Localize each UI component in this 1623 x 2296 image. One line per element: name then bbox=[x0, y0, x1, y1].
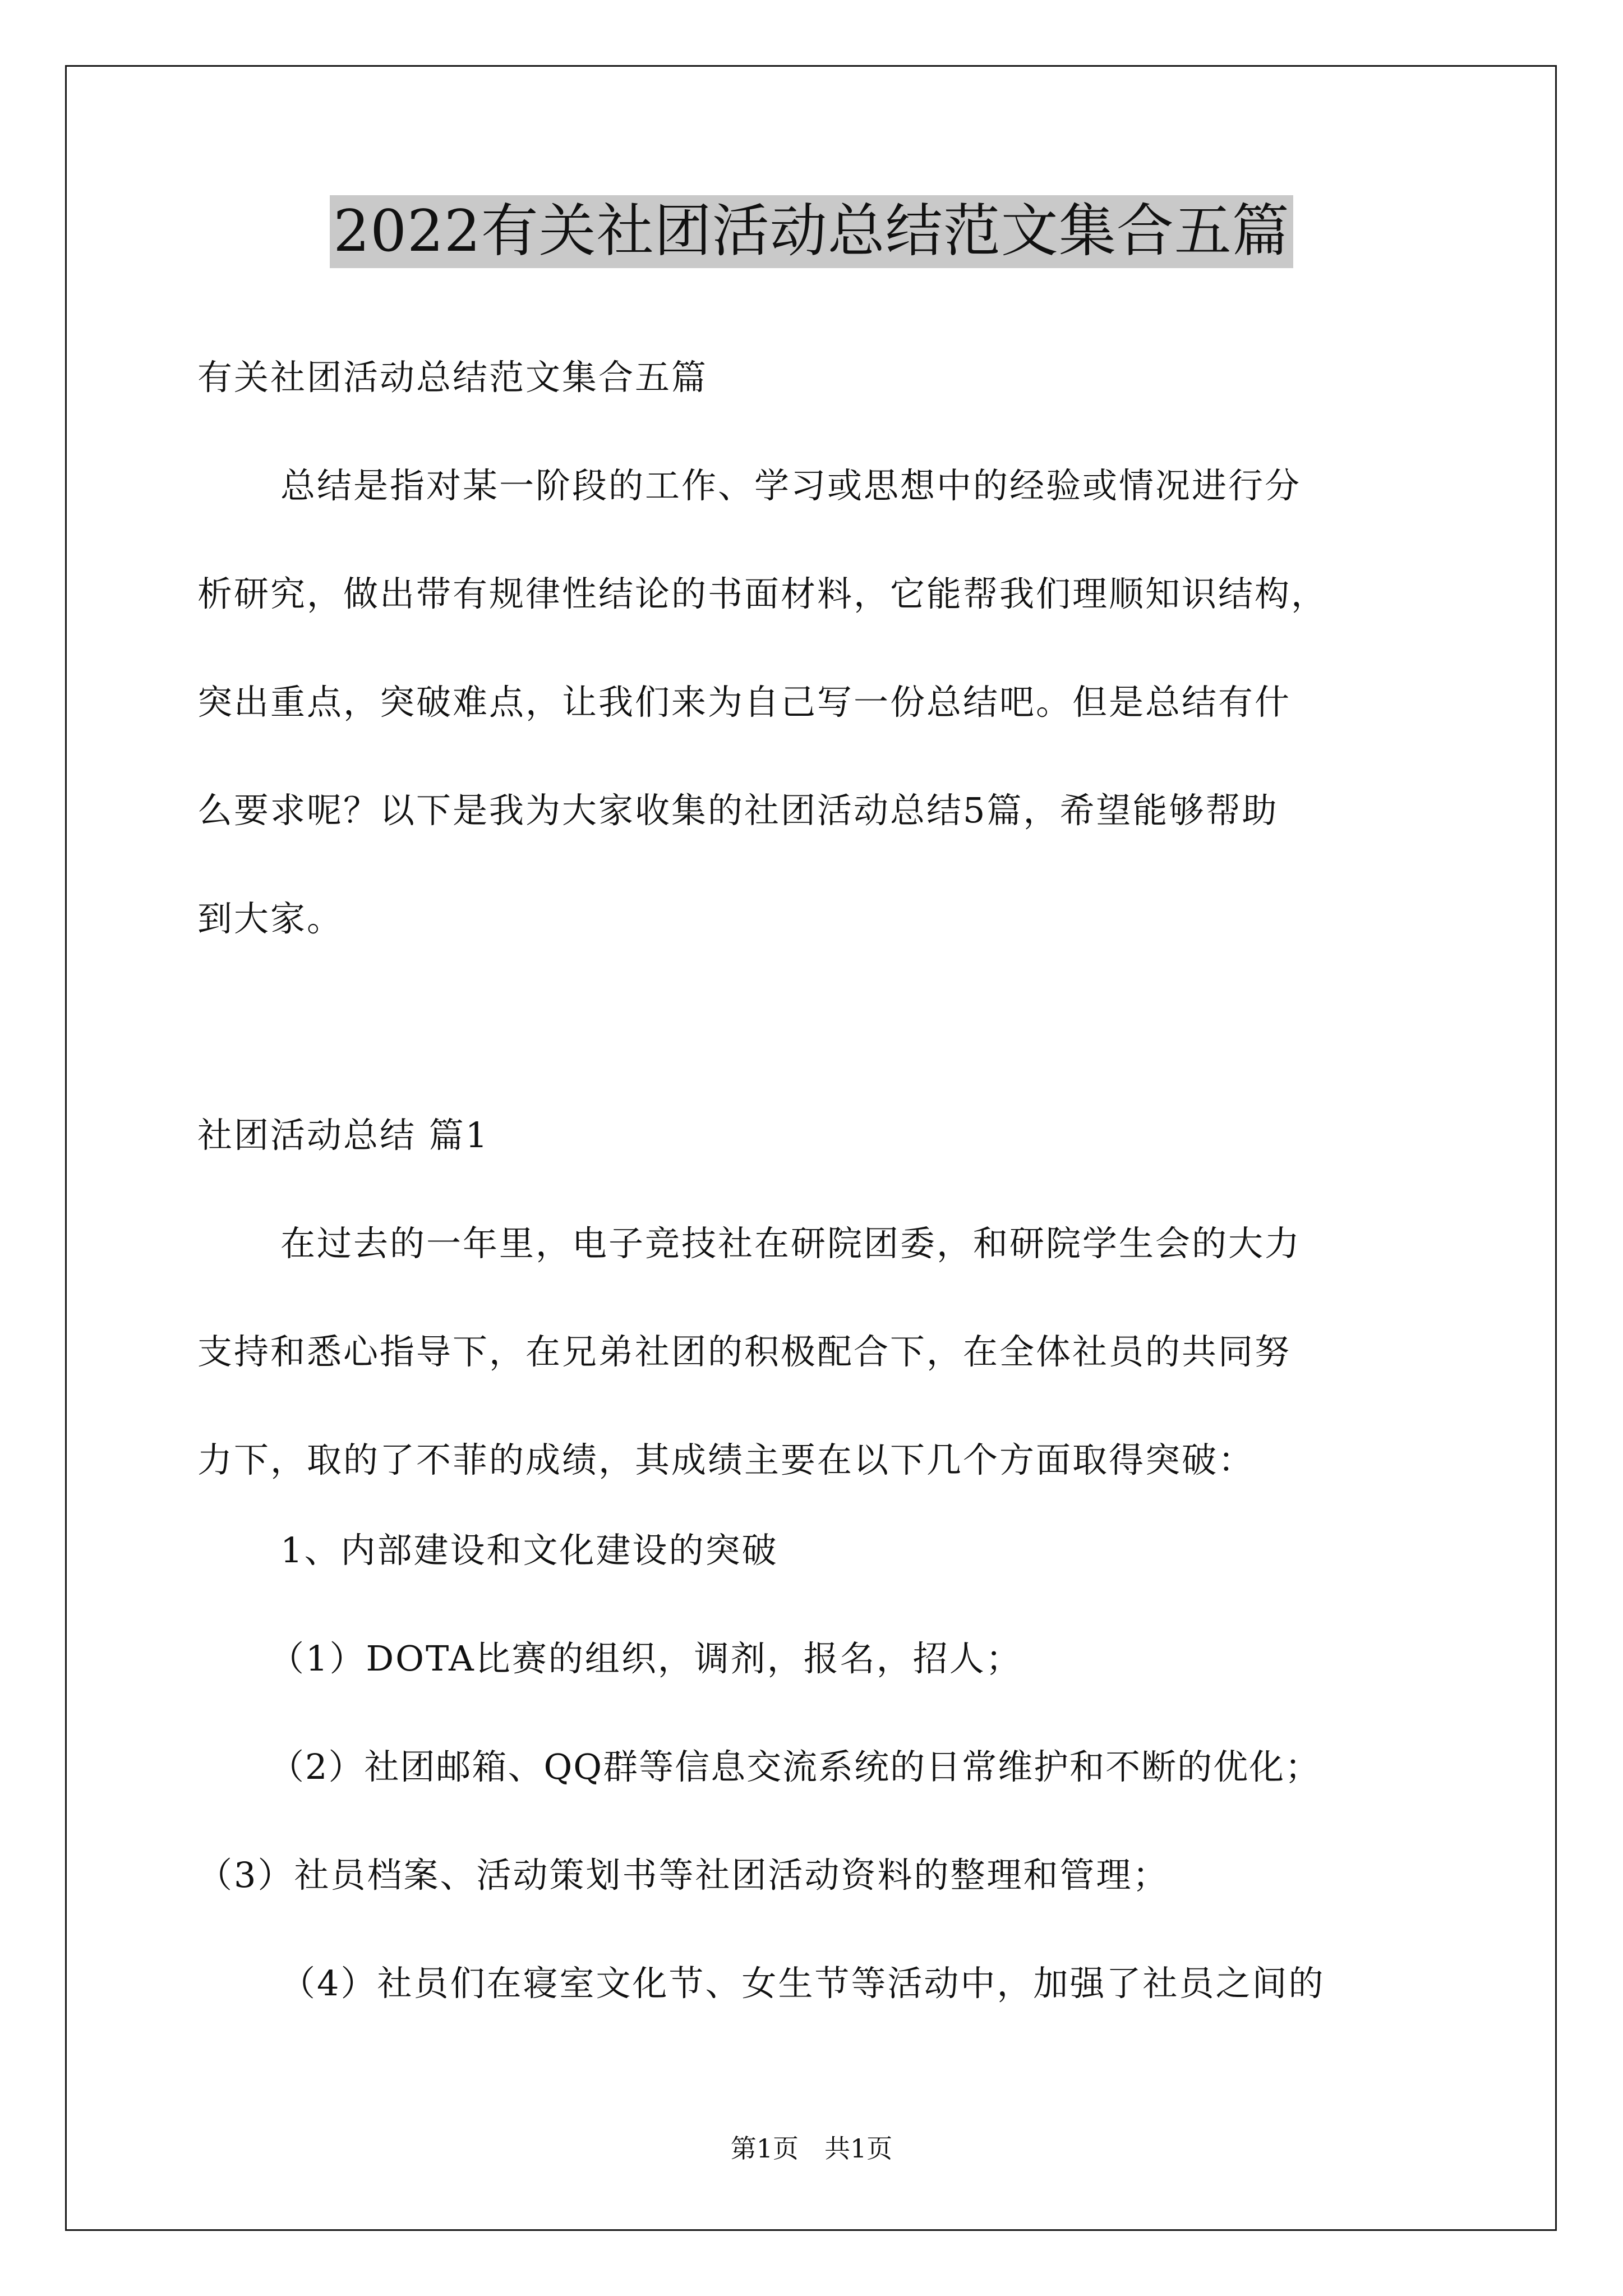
list-item-3: （3）社员档案、活动策划书等社团活动资料的整理和管理； bbox=[197, 1855, 1169, 1895]
list-heading: 1、内部建设和文化建设的突破 bbox=[280, 1530, 778, 1571]
section-heading: 社团活动总结 篇1 bbox=[197, 1115, 490, 1156]
section-line-2: 支持和悉心指导下，在兄弟社团的积极配合下，在全体社员的共同努 bbox=[197, 1331, 1292, 1372]
document-title-text: 2022有关社团活动总结范文集合五篇 bbox=[330, 195, 1293, 268]
document-subtitle: 有关社团活动总结范文集合五篇 bbox=[197, 357, 708, 398]
document-title bbox=[0, 195, 1623, 268]
intro-line-1: 总结是指对某一阶段的工作、学习或思想中的经验或情况进行分 bbox=[280, 465, 1302, 506]
section-line-1: 在过去的一年里，电子竞技社在研院团委，和研院学生会的大力 bbox=[280, 1223, 1302, 1264]
intro-line-3: 突出重点，突破难点，让我们来为自己写一份总结吧。但是总结有什 bbox=[197, 682, 1292, 723]
intro-line-4: 么要求呢？以下是我为大家收集的社团活动总结5篇，希望能够帮助 bbox=[197, 790, 1279, 831]
page-number-footer: 第1页 共1页 bbox=[730, 2133, 893, 2164]
list-item-4: （4）社员们在寝室文化节、女生节等活动中，加强了社员之间的 bbox=[280, 1963, 1325, 2004]
list-item-2: （2）社团邮箱、QQ群等信息交流系统的日常维护和不断的优化； bbox=[269, 1746, 1321, 1787]
list-item-1: （1）DOTA比赛的组织，调剂，报名，招人； bbox=[269, 1638, 1022, 1679]
intro-line-5: 到大家。 bbox=[197, 898, 344, 939]
section-line-3: 力下，取的了不菲的成绩，其成绩主要在以下几个方面取得突破： bbox=[197, 1439, 1255, 1480]
intro-line-2: 析研究，做出带有规律性结论的书面材料，它能帮我们理顺知识结构， bbox=[197, 573, 1328, 614]
